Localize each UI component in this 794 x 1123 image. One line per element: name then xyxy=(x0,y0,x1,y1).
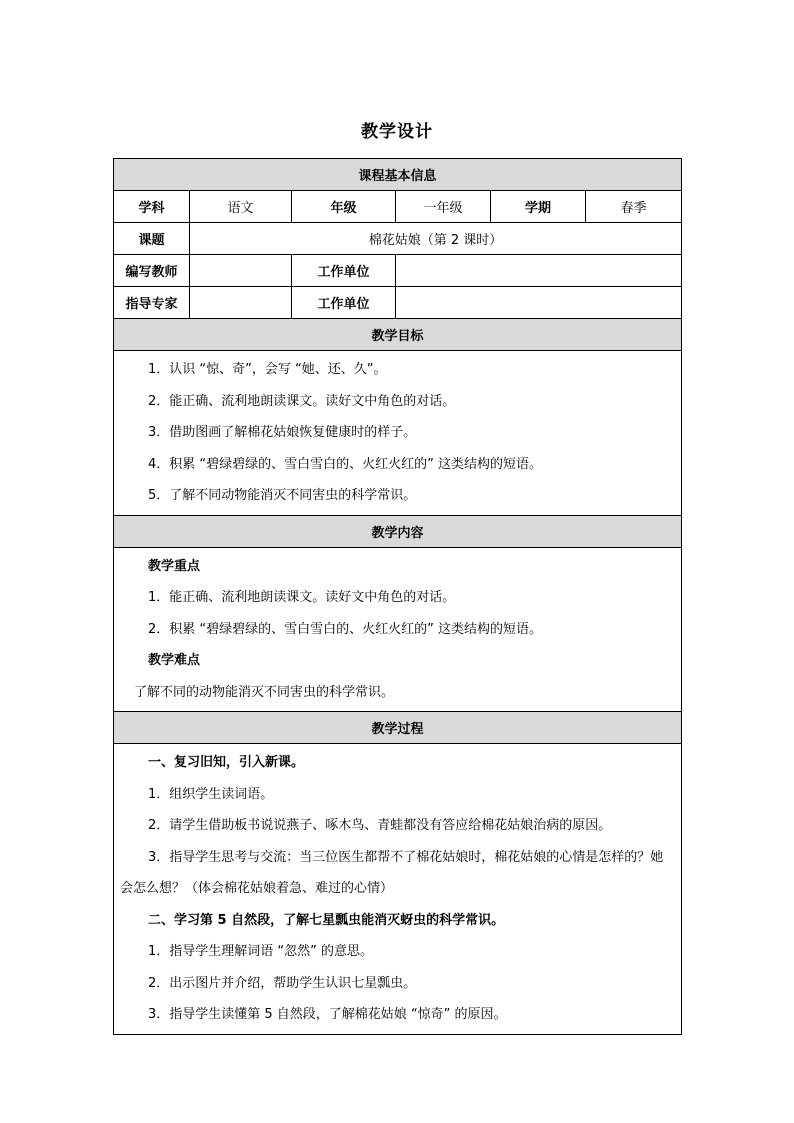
lesson-plan-table xyxy=(113,158,682,1035)
process-header-row xyxy=(114,712,682,744)
process-item: 1．组织学生读词语。 xyxy=(148,786,274,802)
expert-label: 指导专家 xyxy=(114,287,190,319)
work-unit-label: 工作单位 xyxy=(292,255,396,287)
topic-label: 课题 xyxy=(114,223,190,255)
process-part1-heading: 一、复习旧知，引入新课。 xyxy=(148,755,305,770)
basic-info-header: 课程基本信息 xyxy=(114,159,682,191)
process-item: 3．指导学生思考与交流：当三位医生都帮不了棉花姑娘时，棉花姑娘的心情是怎样的？她会怎么想？（体会棉花姑娘着急、难过的心情） xyxy=(120,849,664,896)
work-unit-value-2 xyxy=(396,287,682,319)
expert-value xyxy=(190,287,292,319)
objective-item: 5．了解不同动物能消灭不同害虫的科学常识。 xyxy=(148,488,417,503)
objective-item: 4．积累 “碧绿碧绿的、雪白雪白的、火红火红的” 这类结构的短语。 xyxy=(148,456,543,472)
objectives-header-row xyxy=(114,319,682,351)
teacher-row xyxy=(114,255,682,287)
content-header: 教学内容 xyxy=(114,515,682,547)
objective-item: 2．能正确、流利地朗读课文。读好文中角色的对话。 xyxy=(148,393,456,409)
term-label: 学期 xyxy=(491,191,586,223)
key-point-item: 2．积累 “碧绿碧绿的、雪白雪白的、火红火红的” 这类结构的短语。 xyxy=(148,621,543,637)
work-unit-label-2: 工作单位 xyxy=(292,287,396,319)
teacher-label: 编写教师 xyxy=(114,255,190,287)
objectives-header: 教学目标 xyxy=(114,319,682,351)
difficult-point-text: 了解不同的动物能消灭不同害虫的科学常识。 xyxy=(134,684,395,700)
page-title: 教学设计 xyxy=(361,122,433,142)
term-value: 春季 xyxy=(586,191,682,223)
process-item: 2．请学生借助板书说说燕子、啄木鸟、青蛙都没有答应给棉花姑娘治病的原因。 xyxy=(148,818,612,833)
process-item: 2．出示图片并介绍，帮助学生认识七星瓢虫。 xyxy=(148,975,417,991)
topic-value: 棉花姑娘（第 2 课时） xyxy=(190,223,682,255)
content-header-row xyxy=(114,515,682,547)
grade-value: 一年级 xyxy=(396,191,491,223)
objective-item: 3．借助图画了解棉花姑娘恢复健康时的样子。 xyxy=(148,425,417,440)
work-unit-value xyxy=(396,255,682,287)
subject-row xyxy=(114,191,682,223)
content-body-row xyxy=(114,547,682,712)
process-part2-heading: 二、学习第 5 自然段，了解七星瓢虫能消灭蚜虫的科学常识。 xyxy=(148,912,505,928)
process-body-row xyxy=(114,744,682,1035)
process-block xyxy=(114,744,682,1035)
process-item: 3．指导学生读懂第 5 自然段，了解棉花姑娘 “惊奇” 的原因。 xyxy=(148,1007,507,1022)
grade-label: 年级 xyxy=(292,191,396,223)
topic-row xyxy=(114,223,682,255)
subject-value: 语文 xyxy=(190,191,292,223)
objectives-list xyxy=(114,351,682,516)
objective-item: 1．认识 “惊、奇”，会写 “她、还、久”。 xyxy=(148,362,387,377)
basic-info-header-row xyxy=(114,159,682,191)
subject-label: 学科 xyxy=(114,191,190,223)
process-item: 1．指导学生理解词语 “忽然” 的意思。 xyxy=(148,944,374,959)
key-points-heading: 教学重点 xyxy=(148,558,201,574)
difficult-points-heading: 教学难点 xyxy=(148,653,201,668)
content-block xyxy=(114,547,682,712)
process-header: 教学过程 xyxy=(114,712,682,744)
expert-row xyxy=(114,287,682,319)
teacher-value xyxy=(190,255,292,287)
objectives-body-row xyxy=(114,351,682,516)
key-point-item: 1．能正确、流利地朗读课文。读好文中角色的对话。 xyxy=(148,590,456,605)
